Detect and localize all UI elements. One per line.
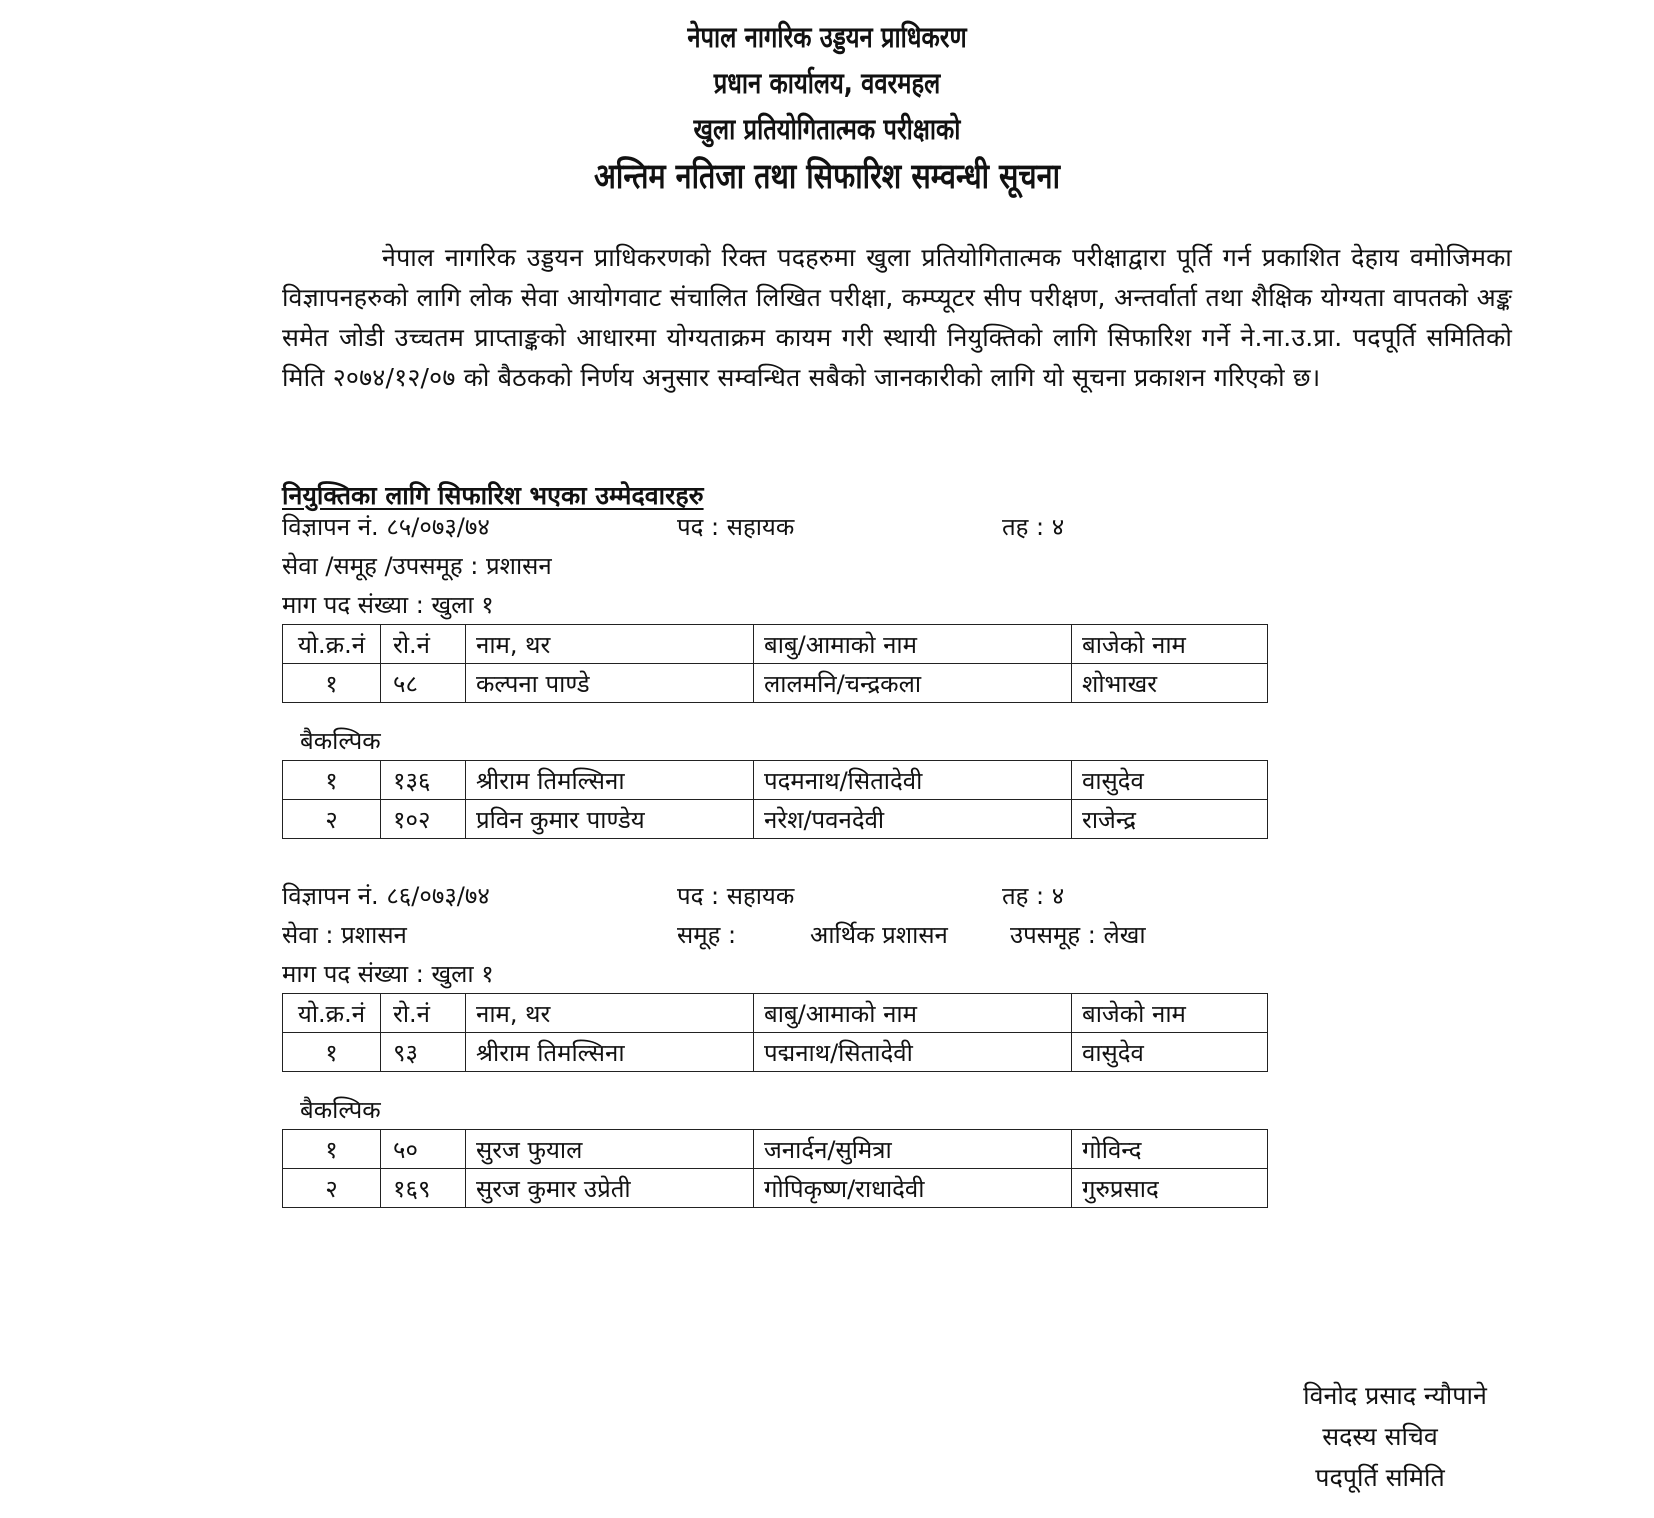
cell-roll: १६९ [381,1169,466,1208]
cell-serial: १ [283,761,381,800]
ad2-group-label: समूह : [677,921,737,949]
table-header-row [283,625,1268,664]
cell-name: सुरज कुमार उप्रेती [466,1169,754,1208]
header-parents: बाबु/आमाको नाम [754,994,1072,1033]
header-grandfather: बाजेको नाम [1072,625,1268,664]
cell-serial: १ [283,1033,381,1072]
ad2-demand: माग पद संख्या : खुला १ [282,960,494,988]
table-row [283,1169,1268,1208]
ad2-alternate-label: बैकल्पिक [300,1096,381,1124]
cell-parents: गोपिकृष्ण/राधादेवी [754,1169,1072,1208]
ad2-alternate-table [282,1129,1268,1208]
cell-serial: २ [283,1169,381,1208]
cell-name: श्रीराम तिमल्सिना [466,761,754,800]
exam-type: खुला प्रतियोगितात्मक परीक्षाको [693,112,961,146]
table-header-row [283,994,1268,1033]
cell-name: प्रविन कुमार पाण्डेय [466,800,754,839]
ad1-info-line [282,510,1065,544]
office-name: प्रधान कार्यालय, ववरमहल [713,66,941,100]
signatory-name: विनोद प्रसाद न्यौपाने [1303,1381,1487,1410]
table-row [283,1130,1268,1169]
cell-parents: पद्मनाथ/सितादेवी [754,1033,1072,1072]
ad1-demand: माग पद संख्या : खुला १ [282,591,494,619]
ad2-post: पद : सहायक [677,882,795,910]
ad2-level: तह : ४ [1002,882,1065,910]
signatory-designation: सदस्य सचिव [1322,1422,1438,1451]
organization-name: नेपाल नागरिक उड्डयन प्राधिकरण [687,20,967,54]
header-name: नाम, थर [466,625,754,664]
ad1-selected-table [282,624,1268,703]
notice-header [0,14,1654,202]
cell-name: श्रीराम तिमल्सिना [466,1033,754,1072]
cell-parents: लालमनि/चन्द्रकला [754,664,1072,703]
cell-grandfather: वासुदेव [1072,1033,1268,1072]
signatory-committee: पदपूर्ति समिति [1315,1463,1445,1492]
table-row [283,800,1268,839]
ad2-info-line [282,879,1065,913]
cell-roll: ५० [381,1130,466,1169]
cell-grandfather: राजेन्द्र [1072,800,1268,839]
ad2-selected-table [282,993,1268,1072]
cell-name: कल्पना पाण्डे [466,664,754,703]
cell-roll: १३६ [381,761,466,800]
ad1-alternate-table [282,760,1268,839]
notice-title: अन्तिम नतिजा तथा सिफारिश सम्वन्धी सूचना [593,157,1061,197]
header-roll: रो.नं [381,625,466,664]
ad2-number: विज्ञापन नं. ८६/०७३/७४ [282,882,490,910]
cell-parents: जनार्दन/सुमित्रा [754,1130,1072,1169]
cell-roll: ९३ [381,1033,466,1072]
ad2-service: सेवा : प्रशासन [282,921,407,949]
ad1-number: विज्ञापन नं. ८५/०७३/७४ [282,513,490,541]
header-serial: यो.क्र.नं [283,625,381,664]
ad1-level: तह : ४ [1002,513,1065,541]
cell-parents: पदमनाथ/सितादेवी [754,761,1072,800]
cell-roll: ५८ [381,664,466,703]
ad1-alternate-label: बैकल्पिक [300,727,381,755]
header-name: नाम, थर [466,994,754,1033]
signature-block [1230,1375,1530,1498]
cell-grandfather: वासुदेव [1072,761,1268,800]
header-grandfather: बाजेको नाम [1072,994,1268,1033]
header-serial: यो.क्र.नं [283,994,381,1033]
cell-roll: १०२ [381,800,466,839]
ad1-service-line: सेवा /समूह /उपसमूह : प्रशासन [282,552,552,580]
table-row [283,761,1268,800]
cell-serial: २ [283,800,381,839]
intro-paragraph: नेपाल नागरिक उड्डयन प्राधिकरणको रिक्त पदहरुमा खुला प्रतियोगितात्मक परीक्षाद्वारा पूर्ति गर्न प्रकाशित देहाय वमोजिमका विज्ञापनहरुको लागि लोक सेवा आयोगवाट संचालित लिखित परीक्षा, कम्प्यूटर सीप परीक्षण, अन्तर्वार्ता तथा शैक्षिक योग्यता वापतको अङ्क समेत जोडी उच्चतम प्राप्ताङ्कको आधारमा योग्यताक्रम कायम गरी स्थायी नियुक्तिको लागि सिफारिश गर्ने ने.ना.उ.प्रा. पदपूर्ति समितिको मिति २०७४/१२/०७ को बैठकको निर्णय अनुसार सम्वन्धित सबैको जानकारीको लागि यो सूचना प्रकाशन गरिएको छ। [282,243,1512,392]
header-roll: रो.नं [381,994,466,1033]
table-row [283,664,1268,703]
ad1-post: पद : सहायक [677,513,795,541]
cell-grandfather: शोभाखर [1072,664,1268,703]
section-title: नियुक्तिका लागि सिफारिश भएका उम्मेदवारहरु [282,481,704,510]
cell-name: सुरज फुयाल [466,1130,754,1169]
ad2-group-value: आर्थिक प्रशासन [810,921,948,949]
ad2-subgroup: उपसमूह : लेखा [1010,921,1146,949]
ad2-service-line [282,918,1146,952]
cell-serial: १ [283,664,381,703]
table-row [283,1033,1268,1072]
cell-grandfather: गोविन्द [1072,1130,1268,1169]
cell-grandfather: गुरुप्रसाद [1072,1169,1268,1208]
header-parents: बाबु/आमाको नाम [754,625,1072,664]
cell-serial: १ [283,1130,381,1169]
cell-parents: नरेश/पवनदेवी [754,800,1072,839]
